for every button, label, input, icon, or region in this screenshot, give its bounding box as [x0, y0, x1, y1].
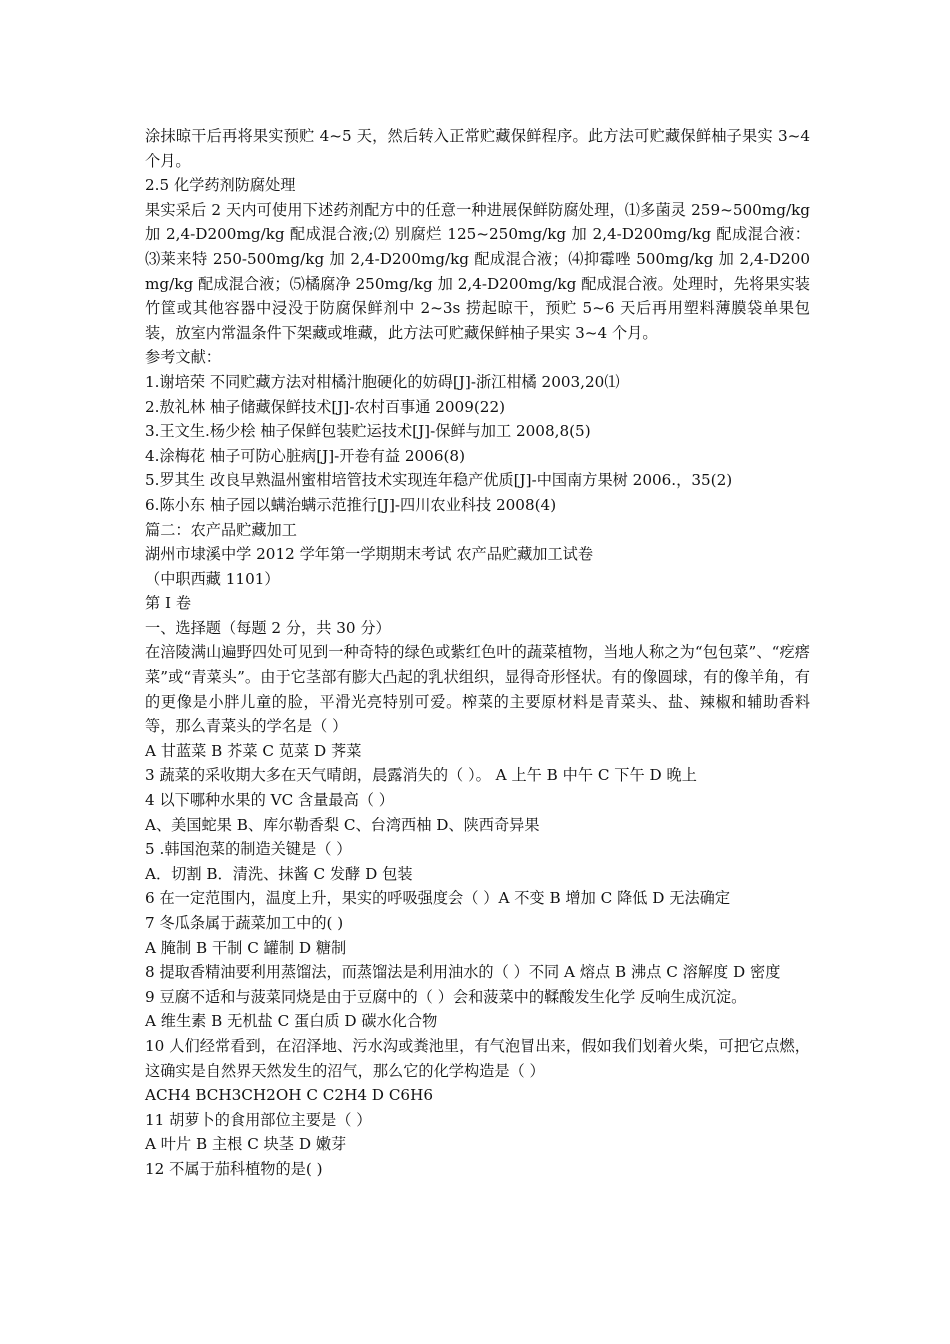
volume-label: 第 I 卷: [145, 594, 192, 613]
chapter-heading: 篇二：农产品贮藏加工: [145, 520, 297, 539]
reference-item: 5.罗其生 改良早熟温州蜜柑培管技术实现连年稳产优质[J]-中国南方果树 2006.，35(2): [145, 471, 733, 490]
question-text: 在涪陵满山遍野四处可见到一种奇特的绿色或紫红色叶的蔬菜植物，当地人称之为“包包菜”、“疙瘩菜”或“青菜头”。由于它茎部有膨大凸起的乳状组织，显得奇形怪状。有的像圆球，有的像羊角，有的更像是小胖儿童的脸，平滑光亮特别可爱。榨菜的主要原材料是青菜头、盐、辣椒和辅助香料等，那么青菜头的学名是（ ）: [145, 643, 810, 736]
question-text: 4 以下哪种水果的 VC 含量最高（ ）: [145, 791, 394, 810]
exam-title: 湖州市埭溪中学 2012 学年第一学期期末考试 农产品贮藏加工试卷: [145, 545, 594, 564]
exam-class: （中职西藏 1101）: [145, 569, 280, 588]
question-options: A．切割 B．清洗、抹酱 C 发酵 D 包装: [145, 864, 413, 883]
question-text: 12 不属于茄科植物的是( ): [145, 1159, 323, 1178]
reference-item: 2.敖礼林 柚子储藏保鲜技术[J]-农村百事通 2009(22): [145, 397, 506, 416]
question-options: A 甘蓝菜 B 芥菜 C 苋菜 D 荠菜: [145, 741, 362, 760]
question-options: A、美国蛇果 B、库尔勒香梨 C、台湾西柚 D、陕西奇异果: [145, 815, 540, 834]
question-options: A 维生素 B 无机盐 C 蛋白质 D 碳水化合物: [145, 1012, 438, 1031]
question-options: ACH4 BCH3CH2OH C C2H4 D C6H6: [145, 1086, 434, 1105]
question-options: A 叶片 B 主根 C 块茎 D 嫩芽: [145, 1135, 347, 1154]
question-text: 9 豆腐不适和与菠菜同烧是由于豆腐中的（ ）会和菠菜中的鞣酸发生化学 反响生成沉淀。: [145, 987, 747, 1006]
reference-item: 4.涂梅花 柚子可防心脏病[J]-开卷有益 2006(8): [145, 446, 466, 465]
references-heading: 参考文献：: [145, 348, 221, 367]
question-text: 6 在一定范围内，温度上升，果实的呼吸强度会（ ）A 不变 B 增加 C 降低 D 无法确定: [145, 889, 731, 908]
section-heading-chemical: 2.5 化学药剂防腐处理: [145, 176, 296, 195]
question-text: 7 冬瓜条属于蔬菜加工中的( ): [145, 914, 344, 932]
question-text: 5 .韩国泡菜的制造关键是（ ）: [145, 840, 352, 859]
reference-item: 3.王文生.杨少桧 柚子保鲜包装贮运技术[J]-保鲜与加工 2008,8(5): [145, 422, 591, 441]
question-text: 11 胡萝卜的食用部位主要是（ ）: [145, 1110, 372, 1129]
reference-item: 6.陈小东 柚子园以螨治螨示范推行[J]-四川农业科技 2008(4): [145, 495, 557, 514]
question-text: 8 提取香精油要利用蒸馏法，而蒸馏法是利用油水的（ ）不同 A 熔点 B 沸点 C 溶解度 D 密度: [145, 963, 781, 982]
paragraph-storage-method: 涂抹晾干后再将果实预贮 4~5 天，然后转入正常贮藏保鲜程序。此方法可贮藏保鲜柚子果实 3~4 个月。: [145, 127, 810, 170]
paragraph-chemical-treatment: 果实采后 2 天内可使用下述药剂配方中的任意一种进展保鲜防腐处理，⑴多菌灵 259~500mg/kg 加 2,4-D200mg/kg 配成混合液;⑵ 别腐烂 125~250mg/kg 加 2,4-D200mg/kg 配成混合液：⑶莱来特 250-500mg/kg 加 2,4-D200mg/kg 配成混合液；⑷抑霉唑 500mg/kg 加 2,4-D200mg/kg 配成混合液；⑸橘腐净 250mg/kg 加 2,4-D200mg/kg 配成混合液。处理时，先将果实装竹筐或其他容器中浸没于防腐保鲜剂中 2~3s 捞起晾干，预贮 5~6 天后再用塑料薄膜袋单果包装，放室内常温条件下架藏或堆藏，此方法可贮藏保鲜柚子果实 3~4 个月。: [145, 200, 810, 342]
question-text: 10 人们经常看到，在沼泽地、污水沟或粪池里，有气泡冒出来，假如我们划着火柴，可把它点燃，这确实是自然界天然发生的沼气，那么它的化学构造是（ ）: [145, 1036, 810, 1080]
question-options: A 腌制 B 干制 C 罐制 D 糖制: [145, 938, 347, 957]
section-title-choice: 一、选择题（每题 2 分，共 30 分）: [145, 618, 391, 637]
document-body: [145, 124, 810, 1182]
question-text: 3 蔬菜的采收期大多在天气晴朗，晨露消失的（ ）。 A 上午 B 中午 C 下午 D 晚上: [145, 766, 697, 785]
reference-item: 1.谢培荣 不同贮藏方法对柑橘汁胞硬化的妨碍[J]-浙江柑橘 2003,20⑴: [145, 372, 620, 391]
